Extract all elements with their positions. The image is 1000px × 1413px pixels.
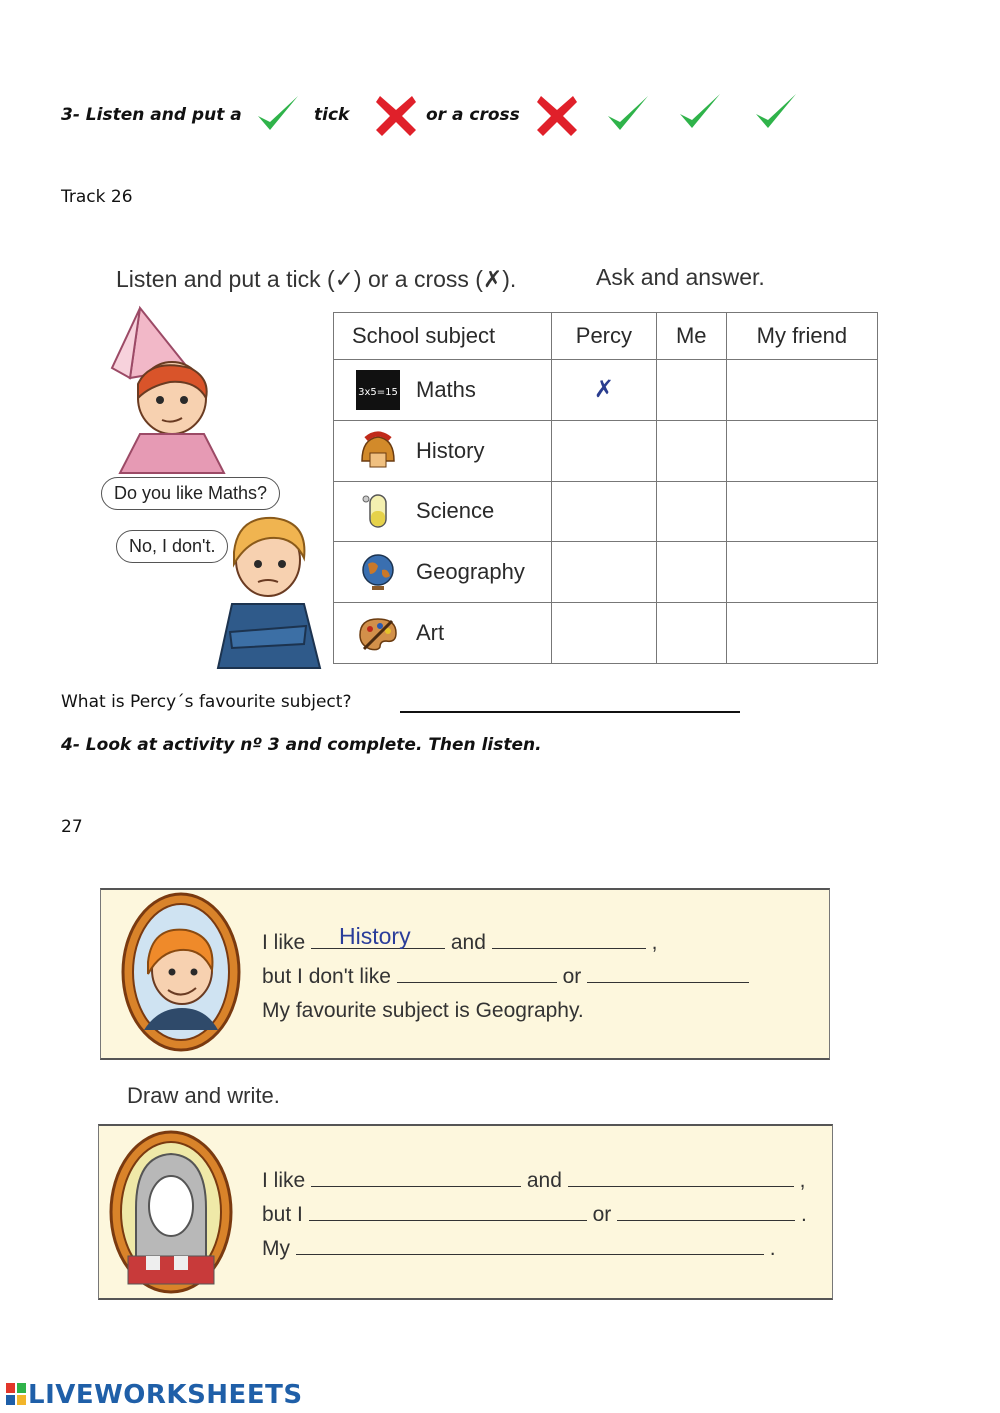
- subject-label: Maths: [416, 376, 476, 402]
- table-row: [334, 360, 878, 421]
- header-percy: Percy: [552, 313, 657, 360]
- draw-line-1: I like and ,: [262, 1169, 806, 1192]
- percy-cell[interactable]: [552, 481, 657, 542]
- friend-cell[interactable]: [726, 360, 877, 421]
- test-tube-icon: [356, 491, 400, 531]
- globe-icon: [356, 552, 400, 592]
- percy-cell[interactable]: ✗: [552, 360, 657, 421]
- percy-blank-2[interactable]: [492, 930, 646, 949]
- percy-cell[interactable]: [552, 420, 657, 481]
- speech-bubble-answer: No, I don't.: [116, 530, 228, 563]
- tick-icon[interactable]: [604, 90, 652, 138]
- draw-line-2: but I or .: [262, 1203, 807, 1226]
- friend-cell[interactable]: [726, 542, 877, 603]
- percy-blank-3[interactable]: [397, 964, 557, 983]
- liveworksheets-logo-icon: [6, 1382, 26, 1404]
- friend-cell[interactable]: [726, 603, 877, 664]
- draw-blank-4[interactable]: [617, 1202, 795, 1221]
- subject-label: History: [416, 437, 485, 463]
- subject-table: [333, 312, 878, 664]
- table-row: [334, 481, 878, 542]
- favourite-question: What is Percy´s favourite subject?: [61, 692, 352, 712]
- helmet-icon: [356, 431, 400, 471]
- friend-cell[interactable]: [726, 420, 877, 481]
- me-cell[interactable]: [656, 603, 726, 664]
- listen-title: Listen and put a tick (✓) or a cross (✗).: [116, 266, 517, 292]
- me-cell[interactable]: [656, 481, 726, 542]
- draw-blank-3[interactable]: [309, 1202, 587, 1221]
- palette-icon: [356, 613, 400, 653]
- me-cell[interactable]: [656, 542, 726, 603]
- knight-portrait[interactable]: [106, 1128, 236, 1296]
- track-label: Track 26: [61, 187, 133, 207]
- header-school-subject: School subject: [334, 313, 552, 360]
- liveworksheets-logo: LIVEWORKSHEETS: [6, 1380, 303, 1410]
- percy-line-1: I like History and ,: [262, 923, 658, 954]
- draw-blank-5[interactable]: [296, 1236, 764, 1255]
- chalkboard-icon: [356, 370, 400, 410]
- speech-bubble-question: Do you like Maths?: [101, 477, 280, 510]
- svg-text:3x5=15: 3x5=15: [358, 386, 398, 398]
- percy-line-2: but I don't like or: [262, 964, 749, 989]
- me-cell[interactable]: [656, 360, 726, 421]
- tick-icon[interactable]: [676, 88, 724, 136]
- track-label: 27: [61, 817, 83, 837]
- tick-icon[interactable]: [752, 88, 800, 136]
- cross-label: or a cross: [426, 105, 520, 125]
- percy-blank-4[interactable]: [587, 964, 749, 983]
- tick-icon[interactable]: [254, 90, 302, 138]
- percy-illustration: [208, 508, 328, 673]
- me-cell[interactable]: [656, 420, 726, 481]
- cross-icon[interactable]: [533, 92, 581, 140]
- friend-cell[interactable]: [726, 481, 877, 542]
- header-me: Me: [656, 313, 726, 360]
- subject-label: Science: [416, 498, 495, 524]
- table-row: [334, 420, 878, 481]
- cross-icon[interactable]: [372, 92, 420, 140]
- percy-cell[interactable]: [552, 603, 657, 664]
- header-my-friend: My friend: [726, 313, 877, 360]
- draw-line-3: My .: [262, 1237, 776, 1260]
- ask-title: Ask and answer.: [596, 264, 765, 290]
- instruction-4: 4- Look at activity nº 3 and complete. Then listen.: [61, 735, 542, 755]
- table-row: [334, 603, 878, 664]
- percy-line-3: My favourite subject is Geography.: [262, 999, 584, 1022]
- draw-blank-1[interactable]: [311, 1168, 521, 1187]
- percy-portrait: [118, 890, 244, 1054]
- princess-illustration: [100, 298, 240, 478]
- subject-label: Art: [416, 620, 445, 646]
- table-row: [334, 542, 878, 603]
- draw-blank-2[interactable]: [568, 1168, 794, 1187]
- percy-blank-1[interactable]: History: [311, 930, 445, 949]
- tick-label: tick: [314, 105, 350, 125]
- subject-label: Geography: [416, 559, 525, 585]
- draw-write-title: Draw and write.: [127, 1083, 280, 1108]
- instruction-3: 3- Listen and put a: [61, 105, 242, 125]
- percy-cell[interactable]: [552, 542, 657, 603]
- favourite-answer-input[interactable]: [400, 689, 740, 713]
